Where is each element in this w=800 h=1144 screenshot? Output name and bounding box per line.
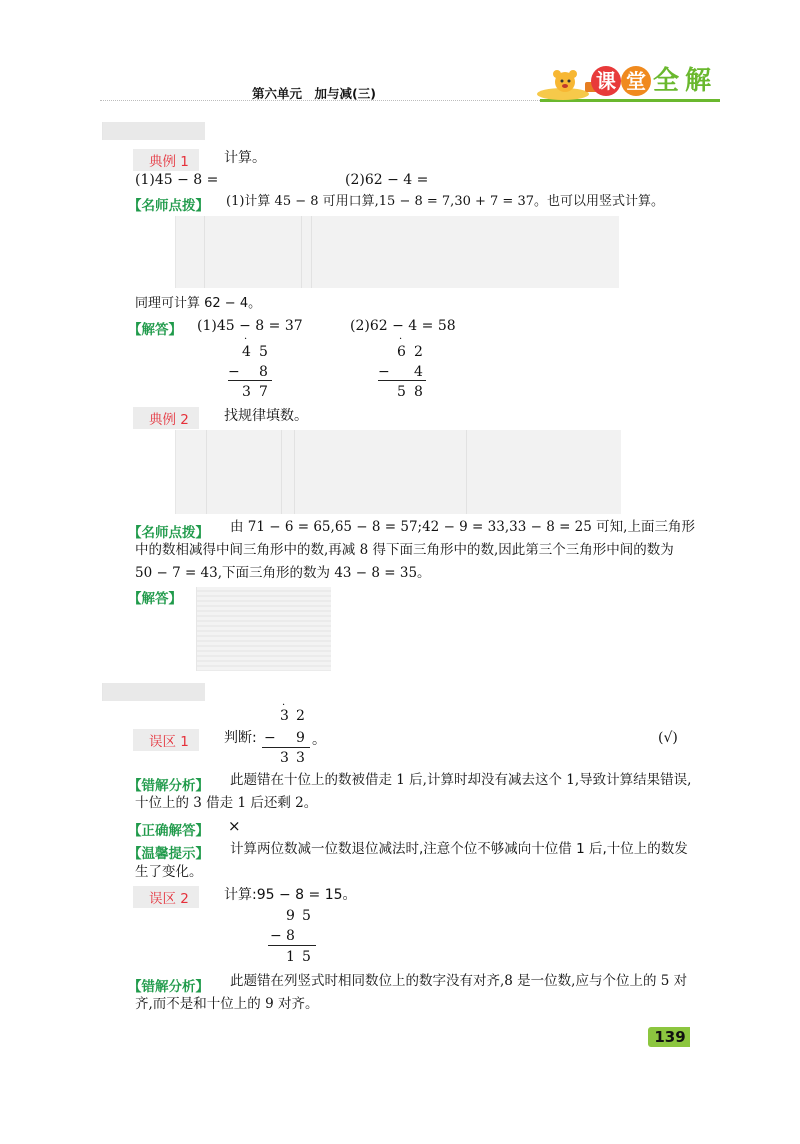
example-1-similar: 同理可计算 62 − 4。: [135, 296, 262, 311]
example-1-a1: (1)45 − 8 = 37: [197, 318, 303, 334]
minus-sign: −: [264, 730, 276, 746]
mistake-1-correct-tag: 【正确解答】: [128, 823, 209, 839]
digit: 3: [280, 708, 289, 724]
example-1-hint-text: (1)计算 45 − 8 可用口算,15 − 8 = 7,30 + 7 = 37。也可以用竖式计算。: [226, 194, 664, 209]
digit: 4: [414, 364, 423, 380]
borrow-dot: ·: [244, 334, 248, 345]
digit: 3: [242, 384, 251, 400]
brand-char-quan: 全: [653, 66, 680, 96]
digit: 5: [302, 908, 311, 924]
mistake-1-tip-tag: 【温馨提示】: [128, 846, 209, 862]
calc-rule: [268, 945, 316, 946]
example-1-answer-tag: 【解答】: [128, 322, 182, 338]
example-1-label: 典例 1: [133, 149, 199, 171]
digit: 5: [302, 949, 311, 965]
example-1-hint-tag: 【名师点拨】: [128, 198, 209, 214]
period: 。: [312, 732, 326, 748]
digit: 9: [286, 908, 295, 924]
digit: 6: [397, 344, 406, 360]
example-2-answer-figure-placeholder: [196, 587, 331, 671]
mistake-1-label: 误区 1: [133, 729, 199, 751]
running-header: 第六单元 加与减(三): [252, 86, 376, 101]
digit: 8: [414, 384, 423, 400]
digit: 3: [296, 750, 305, 766]
mistake-1-analysis-tag: 【错解分析】: [128, 778, 209, 794]
example-1-q2: (2)62 − 4 =: [345, 172, 429, 188]
brand-logo: [535, 64, 725, 100]
vertical-calc-45-8: [228, 334, 278, 400]
digit: 2: [296, 708, 305, 724]
mistake-2-analysis-text: 此题错在列竖式时相同数位上的数字没有对齐,8 是一位数,应与个位上的 5 对齐,而不是和十位上的 9 对齐。: [135, 973, 688, 1012]
mistake-1-tip-text: 计算两位数减一位数退位减法时,注意个位不够减向十位借 1 后,十位上的数发生了变化。: [135, 841, 688, 880]
digit: 5: [397, 384, 406, 400]
example-2-figure-placeholder: [175, 430, 621, 514]
example-2-prompt: 找规律填数。: [224, 408, 308, 424]
digit: 8: [286, 928, 295, 944]
calc-rule: [228, 380, 272, 381]
section-heading-faded: [102, 683, 205, 701]
mistake-1-prompt: 判断:: [224, 730, 257, 746]
header-dotted-rule: [100, 100, 540, 101]
example-1-figure-placeholder: [175, 216, 619, 288]
calc-rule: [262, 747, 310, 748]
mistake-1-verdict: (√): [658, 730, 678, 746]
digit: 9: [296, 730, 305, 746]
borrow-dot: ·: [282, 700, 286, 711]
digit: 2: [414, 344, 423, 360]
brand-char-ke: 课: [591, 66, 621, 96]
example-1-q1: (1)45 − 8 =: [135, 172, 219, 188]
minus-sign: −: [378, 364, 390, 380]
mistake-1-analysis-text: 此题错在十位上的数被借走 1 后,计算时却没有减去这个 1,导致计算结果错误,十位上的 3 借走 1 后还剩 2。: [135, 772, 692, 811]
minus-sign: −: [228, 364, 240, 380]
mistake-2-label: 误区 2: [133, 886, 199, 908]
mistake-2-prompt: 计算:95 − 8 = 15。: [224, 887, 357, 903]
vertical-calc-95-8: [264, 906, 324, 968]
vertical-calc-62-4: [378, 334, 428, 400]
example-2-hint-tag: 【名师点拨】: [128, 525, 209, 541]
example-1-prompt: 计算。: [224, 150, 266, 166]
digit: 1: [286, 949, 295, 965]
digit: 7: [259, 384, 268, 400]
borrow-dot: ·: [399, 334, 403, 345]
brand-char-jie: 解: [685, 66, 712, 96]
example-1-a2: (2)62 − 4 = 58: [350, 318, 456, 334]
minus-sign: −: [270, 928, 282, 944]
vertical-calc-32-9: [258, 700, 326, 766]
example-2-hint-text: 由 71 − 6 = 65,65 − 8 = 57;42 − 9 = 33,33 − 8 = 25 可知,上面三角形中的数相减得中间三角形中的数,再减 8 得下面三角形中的数,因此第三个三角形中间的数为 50 − 7 = 43,下面三角形的数为 43 − 8 = 35。: [135, 519, 695, 581]
mistake-2-analysis-tag: 【错解分析】: [128, 979, 209, 995]
page-number: 139: [654, 1028, 686, 1046]
section-heading-faded: [102, 122, 205, 140]
example-2-answer-tag: 【解答】: [128, 591, 182, 607]
example-2-label: 典例 2: [133, 407, 199, 429]
digit: 4: [242, 344, 251, 360]
digit: 3: [280, 750, 289, 766]
digit: 5: [259, 344, 268, 360]
calc-rule: [378, 380, 426, 381]
digit: 8: [259, 364, 268, 380]
mistake-1-correct-text: ×: [228, 817, 241, 835]
brand-char-tang: 堂: [621, 66, 651, 96]
